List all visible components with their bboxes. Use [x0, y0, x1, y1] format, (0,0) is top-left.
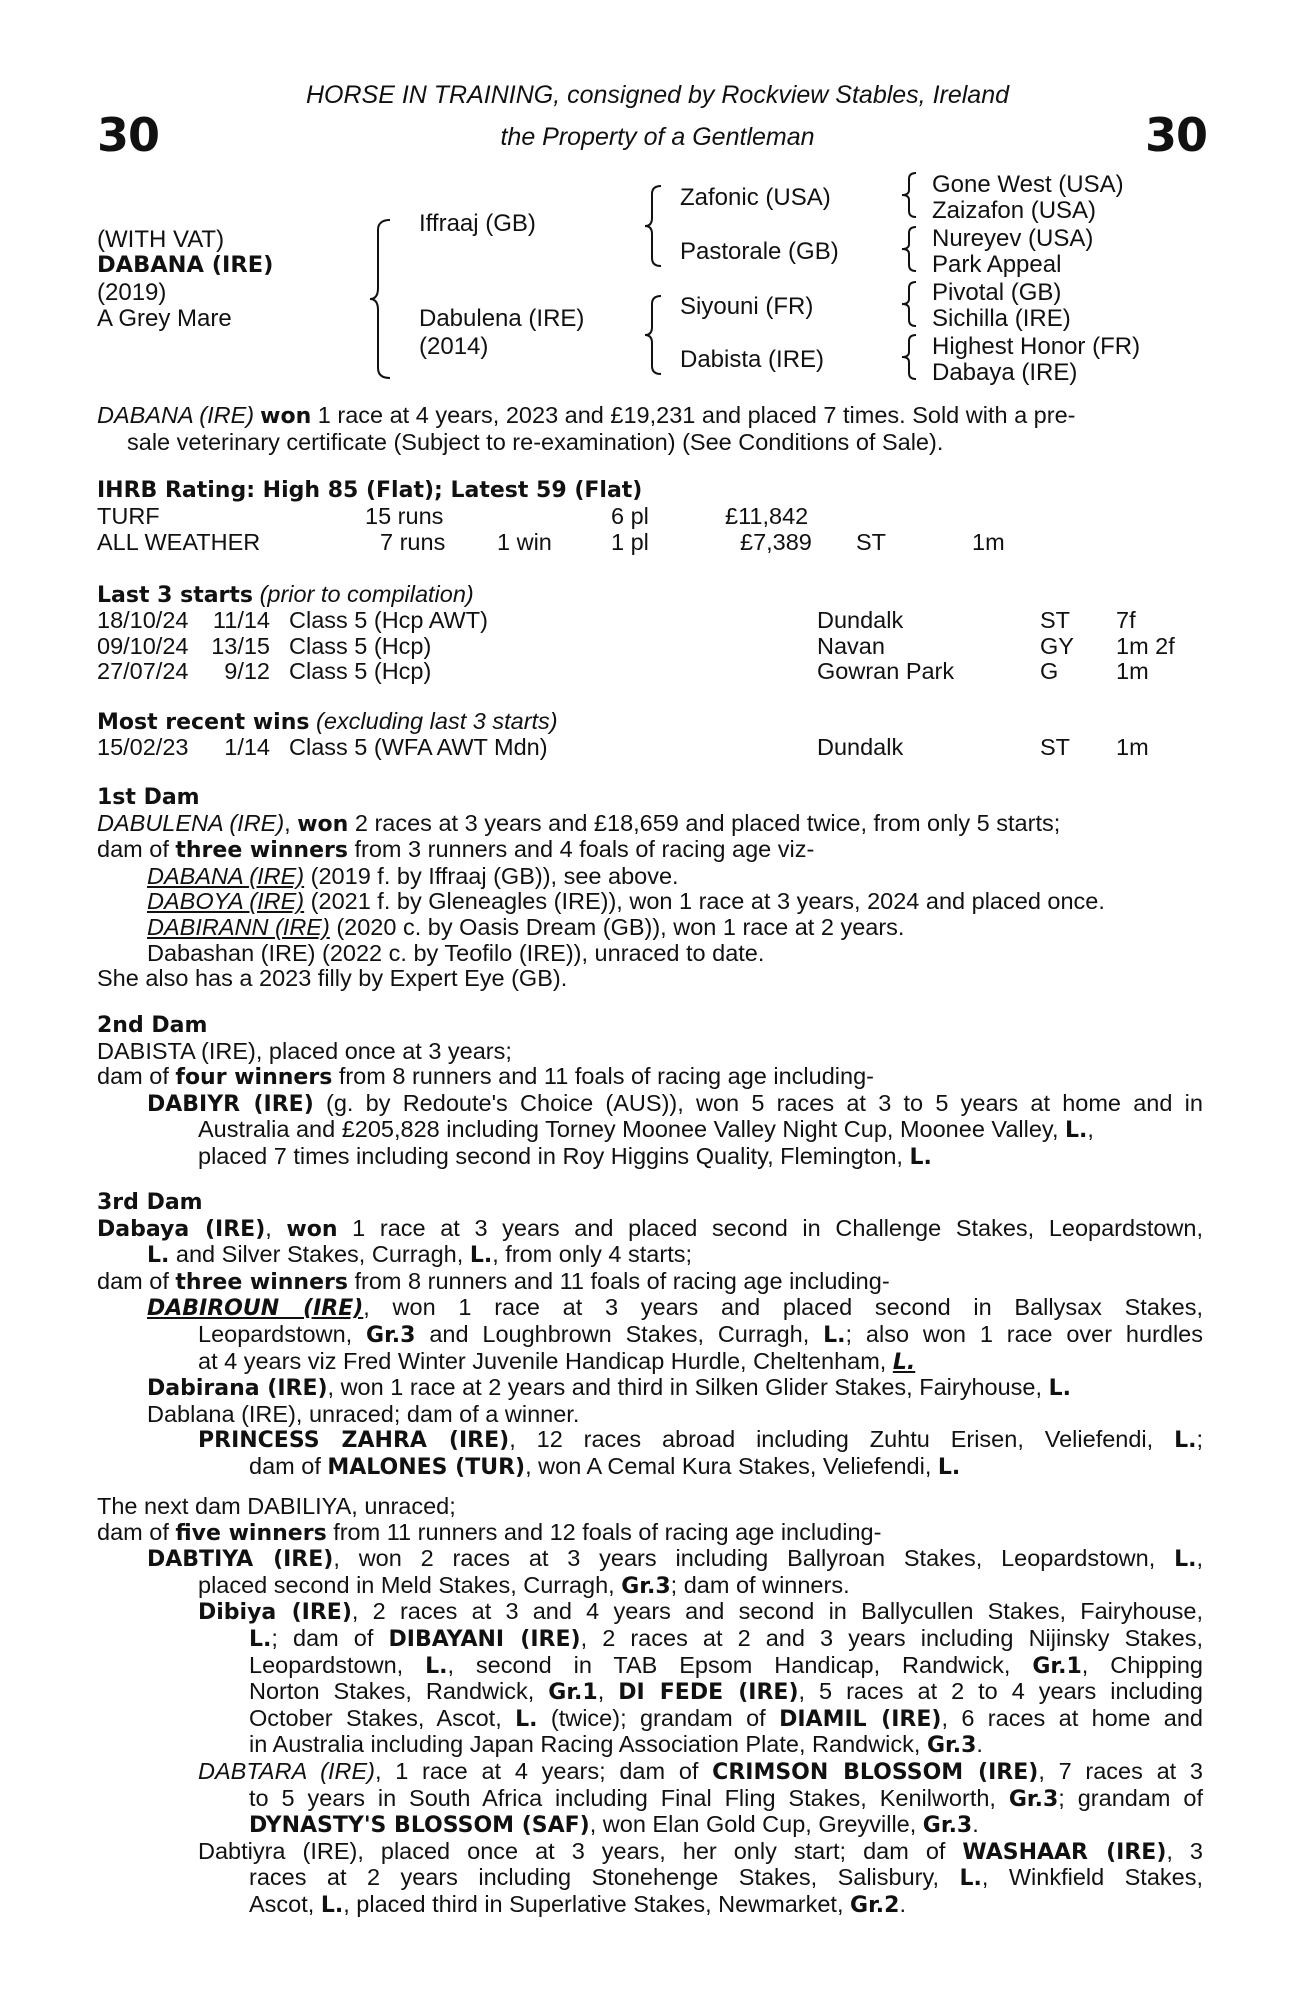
next-dam-produce-a: dam of: [97, 1518, 176, 1545]
second-dam-produce-c: from 8 runners and 11 foals of racing age including-: [332, 1063, 874, 1090]
header-consignor: HORSE IN TRAINING, consigned by Rockview Stables, Ireland: [305, 81, 1010, 109]
rating-title: IHRB Rating: High 85 (Flat); Latest 59 (Flat): [97, 478, 643, 503]
pedigree-brace-main: [368, 218, 392, 380]
punct: .: [899, 1890, 906, 1917]
rating-prize: £11,842: [725, 503, 809, 529]
produce-name: DABIYR (IRE): [147, 1091, 314, 1117]
listed-mark: L.: [909, 1144, 932, 1170]
produce-detail: (2020 c. by Oasis Dream (GB)), won 1 race at 2 years.: [329, 913, 905, 940]
first-dam-name: DABULENA (IRE): [97, 809, 285, 836]
race-date: 18/10/24: [97, 607, 189, 633]
produce-detail: Leopardstown,: [249, 1651, 426, 1678]
listed-mark: L.: [892, 1349, 916, 1375]
produce-detail: , won Elan Gold Cup, Greyville,: [589, 1811, 923, 1838]
race-dist: 7f: [1116, 607, 1136, 633]
produce-detail: Norton Stakes, Randwick,: [249, 1678, 549, 1705]
rating-prize: £7,389: [740, 529, 812, 555]
horse-vat: (WITH VAT): [97, 226, 225, 253]
group-mark: Gr.3: [922, 1813, 973, 1839]
group-mark: Gr.3: [366, 1322, 416, 1348]
produce-name: CRIMSON BLOSSOM (IRE): [712, 1759, 1039, 1785]
horse-name: DABANA (IRE): [97, 252, 274, 278]
race-going: ST: [1040, 607, 1071, 633]
rating-wins: 1 win: [497, 529, 552, 555]
group-mark: Gr.1: [1032, 1653, 1082, 1679]
rating-heading: [97, 478, 1203, 504]
listed-mark: L.: [320, 1892, 344, 1918]
race-course: Navan: [817, 632, 885, 659]
summary-text: 1 race at 4 years, 2023 and £19,231 and placed 7 times. Sold with a pre-: [311, 402, 1076, 428]
produce-detail: in Australia including Japan Racing Association Plate, Randwick,: [249, 1731, 927, 1758]
produce-detail: dam of: [249, 1452, 328, 1479]
produce-detail: (g. by Redoute's Choice (AUS)), won 5 races at 3 to 5 years at home and in: [313, 1089, 1203, 1116]
recent-wins-title: Most recent wins: [97, 710, 310, 735]
race-race: Class 5 (Hcp AWT): [289, 607, 488, 633]
ggp-2: Zaizafon (USA): [932, 197, 1097, 224]
produce-detail: , won A Cemal Kura Stakes, Veliefendi,: [525, 1452, 938, 1479]
produce-name: DABTIYA (IRE): [147, 1547, 334, 1573]
produce-detail: , 6 races at home and: [941, 1704, 1203, 1731]
race-pos: 9/12: [224, 658, 270, 685]
summary-horse-name: DABANA (IRE): [97, 402, 255, 428]
second-dam-heading: 2nd Dam: [97, 1013, 208, 1038]
horse-description: A Grey Mare: [97, 305, 232, 332]
first-dam-note: She also has a 2023 filly by Expert Eye (GB).: [97, 965, 568, 992]
race-going: GY: [1040, 632, 1074, 659]
produce-name: Dibiya (IRE): [198, 1600, 352, 1626]
listed-mark: L.: [1048, 1376, 1071, 1402]
header-property: the Property of a Gentleman: [500, 123, 815, 151]
recent-wins-note: (excluding last 3 starts): [316, 708, 558, 734]
ggp-4: Park Appeal: [932, 251, 1062, 278]
race-race: Class 5 (WFA AWT Mdn): [289, 734, 548, 760]
listed-mark: L.: [1174, 1428, 1197, 1454]
first-dam-won: won: [297, 811, 349, 837]
punct: ,: [1087, 1116, 1094, 1143]
produce-detail: (2021 f. by Gleneagles (IRE)), won 1 race at 3 years, 2024 and placed once.: [304, 888, 1105, 915]
produce-name: DABTARA (IRE): [198, 1757, 375, 1784]
produce-name: DI FEDE (IRE): [618, 1680, 799, 1706]
race-course: Dundalk: [817, 607, 904, 633]
sire-sire: Zafonic (USA): [680, 184, 831, 211]
punct: .: [976, 1731, 983, 1758]
produce-detail: , second in TAB Epsom Handicap, Randwick,: [447, 1651, 1033, 1678]
race-dist: 1m: [1116, 734, 1149, 760]
produce-detail: (2019 f. by Iffraaj (GB)), see above.: [304, 862, 679, 889]
listed-mark: L.: [1065, 1118, 1088, 1144]
produce-detail: , 3: [1166, 1837, 1203, 1864]
race-course: Gowran Park: [817, 658, 955, 685]
third-dam-record: , from only 4 starts;: [492, 1241, 693, 1268]
race-pos: 1/14: [224, 734, 270, 760]
produce-detail: (twice); grandam of: [537, 1704, 780, 1731]
produce-detail: Australia and £205,828 including Torney Moonee Valley Night Cup, Moonee Valley,: [198, 1116, 1065, 1143]
produce-detail: ; grandam of: [1058, 1784, 1203, 1811]
ggp-8: Dabaya (IRE): [932, 359, 1078, 386]
last-starts-heading: [97, 581, 474, 608]
ggp-5: Pivotal (GB): [932, 279, 1062, 306]
second-dam-section: [97, 1013, 1203, 1171]
produce-unraced: Dabashan (IRE) (2022 c. by Teofilo (IRE)), unraced to date.: [147, 939, 765, 966]
first-dam-heading: 1st Dam: [97, 785, 200, 810]
sire-dam: Pastorale (GB): [680, 238, 839, 265]
produce-detail: and Loughbrown Stakes, Curragh,: [415, 1320, 824, 1347]
punct: ;: [1196, 1426, 1203, 1453]
ggp-6: Sichilla (IRE): [932, 305, 1071, 332]
produce-detail: , placed third in Superlative Stakes, Newmarket,: [343, 1890, 851, 1917]
pedigree-brace-g4: [900, 333, 918, 381]
race-dist: 1m 2f: [1116, 632, 1175, 659]
race-date: 15/02/23: [97, 734, 189, 760]
listed-mark: L.: [147, 1243, 170, 1269]
produce-detail: ; dam of: [271, 1624, 389, 1651]
third-dam-produce-c: from 8 runners and 11 foals of racing age including-: [347, 1267, 890, 1294]
produce-detail: Dablana (IRE), unraced; dam of a winner.: [147, 1400, 580, 1427]
produce-detail: , 5 races at 2 to 4 years including: [798, 1678, 1203, 1705]
next-dam-produce-c: from 11 runners and 12 foals of racing age including-: [326, 1518, 882, 1545]
race-date: 27/07/24: [97, 658, 189, 685]
third-dam-section: 3rd Dam Dabaya (IRE), won 1 race at 3 years and placed second in Challenge Stakes, Leopardstown, L. and Silver Stakes, Curragh, L., from only 4 starts; dam of three winners from 8 runners and 11 foals of racing age including- DABIROUN (IRE), won 1 race at 3 years and placed second in Ballysax Stakes, Leopardstown, Gr.3 and Loughbrown Stakes, Curragh, L.; also won 1 race over hurdles at 4 years viz Fred Winter Juvenile Handicap Hurdle, Cheltenham, L. Dabirana (IRE), won 1 race at 2 years and third in Silken Glider Stakes, Fairyhouse, L. Dablana (IRE), unraced; dam of a winner. PRINCESS ZAHRA (IRE), 12 races abroad including Zuhtu Erisen, Veliefendi, L.; dam of MALONES (TUR), won A Cemal Kura Stakes, Veliefendi, L.: [97, 1190, 1204, 1480]
summary-line2: sale veterinary certificate (Subject to re-examination) (See Conditions of Sale).: [127, 428, 944, 455]
produce-detail: , 2 races at 2 and 3 years including Nijinsky Stakes,: [580, 1624, 1203, 1651]
produce-detail: races at 2 years including Stonehenge Stakes, Salisbury,: [249, 1864, 960, 1891]
group-mark: Gr.1: [548, 1680, 598, 1706]
produce-detail: to 5 years in South Africa including Final Fling Stakes, Kenilworth,: [249, 1784, 1009, 1811]
listed-mark: L.: [469, 1243, 493, 1269]
produce-detail: ; also won 1 race over hurdles: [845, 1320, 1203, 1347]
third-dam-heading: 3rd Dam: [97, 1190, 203, 1215]
race-going: ST: [1040, 734, 1071, 760]
third-dam-record: and Silver Stakes, Curragh,: [169, 1241, 470, 1268]
first-dam-section: 1st Dam DABULENA (IRE), won 2 races at 3 years and £18,659 and placed twice, from only 5 starts; dam of three winners from 3 runners and 4 foals of racing age viz- DABANA (IRE) (2019 f. by Iffraaj (GB)), see above. DABOYA (IRE) (2021 f. by Gleneagles (IRE)), won 1 race at 3 years, 2024 and placed once. DABIRANN (IRE) (2020 c. by Oasis Dream (GB)), won 1 race at 2 years. Dabashan (IRE) (2022 c. by Teofilo (IRE)), unraced to date. She also has a 2023 filly by Expert Eye (GB).: [97, 785, 1203, 992]
pedigree-brace-g3: [900, 280, 918, 328]
recent-wins-heading: [97, 708, 558, 735]
race-course: Dundalk: [817, 734, 904, 760]
lot-number-left: 30: [97, 108, 160, 162]
punct: ,: [597, 1678, 619, 1705]
produce-detail: , 1 race at 4 years; dam of: [374, 1757, 713, 1784]
punct: ,: [1196, 1545, 1203, 1572]
ggp-1: Gone West (USA): [932, 171, 1124, 198]
rating-runs: 15 runs: [365, 503, 444, 529]
produce-name: DABIROUN (IRE): [147, 1296, 364, 1322]
rating-surface: TURF: [97, 503, 160, 529]
race-pos: 13/15: [211, 632, 270, 659]
rating-placed: 6 pl: [611, 503, 649, 529]
second-dam-record: DABISTA (IRE), placed once at 3 years;: [97, 1037, 512, 1064]
last-starts-note: (prior to compilation): [259, 581, 474, 607]
last-starts-title: Last 3 starts: [97, 583, 254, 608]
dam: Dabulena (IRE): [419, 305, 585, 332]
dam-year: (2014): [419, 333, 489, 360]
listed-mark: L.: [823, 1322, 846, 1348]
listed-mark: L.: [1174, 1547, 1197, 1573]
produce-name: DABIRANN (IRE): [147, 913, 330, 940]
produce-detail: , 7 races at 3: [1038, 1757, 1204, 1784]
first-dam-produce-a: dam of: [97, 836, 176, 863]
punct: .: [972, 1811, 979, 1838]
produce-detail: , Chipping: [1081, 1651, 1203, 1678]
group-mark: Gr.3: [621, 1573, 671, 1599]
group-mark: Gr.2: [850, 1892, 900, 1918]
produce-detail: placed 7 times including second in Roy Higgins Quality, Flemington,: [198, 1142, 910, 1169]
produce-name: DIAMIL (IRE): [779, 1706, 942, 1732]
produce-name: Dabirana (IRE): [147, 1376, 328, 1402]
produce-detail: , Winkfield Stakes,: [981, 1864, 1203, 1891]
dam-sire: Siyouni (FR): [680, 293, 814, 320]
group-mark: Gr.3: [1008, 1786, 1059, 1812]
next-dam-section: [97, 1494, 1203, 1919]
second-dam-produce-a: dam of: [97, 1063, 176, 1090]
third-dam-won: won: [286, 1216, 338, 1242]
produce-name: WASHAAR (IRE): [962, 1839, 1167, 1865]
produce-name: DYNASTY'S BLOSSOM (SAF): [249, 1813, 590, 1839]
first-dam-winners: three winners: [175, 838, 348, 864]
race-dist: 1m: [1116, 658, 1149, 685]
lot-number-right: 30: [1145, 108, 1208, 162]
produce-detail: , won 1 race at 2 years and third in Silken Glider Stakes, Fairyhouse,: [327, 1374, 1049, 1401]
listed-mark: L.: [249, 1626, 272, 1652]
race-going: G: [1040, 658, 1059, 685]
listed-mark: L.: [515, 1706, 538, 1732]
next-dam-winners: five winners: [175, 1520, 327, 1546]
race-summary: [97, 403, 1203, 455]
produce-name: DIBAYANI (IRE): [388, 1626, 581, 1652]
third-dam-record: 1 race at 3 years and placed second in Challenge Stakes, Leopardstown,: [337, 1214, 1203, 1241]
produce-detail: ; dam of winners.: [670, 1571, 850, 1598]
rating-going: ST: [856, 529, 887, 555]
rating-runs: 7 runs: [380, 529, 446, 555]
first-dam-record: 2 races at 3 years and £18,659 and placed twice, from only 5 starts;: [348, 809, 1061, 836]
produce-name: MALONES (TUR): [327, 1454, 526, 1480]
produce-detail: , won 1 race at 3 years and placed second in Ballysax Stakes,: [363, 1294, 1204, 1321]
produce-detail: , won 2 races at 3 years including Ballyroan Stakes, Leopardstown,: [333, 1545, 1175, 1572]
pedigree-brace-dam: [643, 294, 663, 376]
rating-surface: ALL WEATHER: [97, 529, 261, 555]
race-race: Class 5 (Hcp): [289, 632, 432, 659]
race-pos: 11/14: [212, 607, 270, 633]
produce-detail: at 4 years viz Fred Winter Juvenile Handicap Hurdle, Cheltenham,: [198, 1347, 893, 1374]
third-dam-produce-a: dam of: [97, 1267, 176, 1294]
ggp-7: Highest Honor (FR): [932, 333, 1141, 360]
dam-dam: Dabista (IRE): [680, 346, 825, 373]
produce-detail: Ascot,: [249, 1890, 321, 1917]
second-dam-winners: four winners: [175, 1065, 333, 1091]
produce-detail: October Stakes, Ascot,: [249, 1704, 516, 1731]
rating-distance: 1m: [972, 529, 1005, 555]
listed-mark: L.: [937, 1454, 961, 1480]
third-dam-name: Dabaya (IRE): [97, 1216, 266, 1242]
first-dam-produce-c: from 3 runners and 4 foals of racing age viz-: [347, 836, 815, 863]
produce-detail: , 12 races abroad including Zuhtu Erisen, Veliefendi,: [509, 1426, 1175, 1453]
race-date: 09/10/24: [97, 632, 189, 659]
horse-year: (2019): [97, 279, 167, 306]
produce-detail: placed second in Meld Stakes, Curragh,: [198, 1571, 622, 1598]
pedigree-brace-g2: [900, 225, 918, 273]
listed-mark: L.: [425, 1653, 448, 1679]
ggp-3: Nureyev (USA): [932, 225, 1094, 252]
summary-won: won: [260, 404, 312, 429]
race-race: Class 5 (Hcp): [289, 658, 432, 685]
third-dam-winners: three winners: [175, 1269, 348, 1295]
pedigree-brace-g1: [900, 171, 918, 219]
produce-detail: Dabtiyra (IRE), placed once at 3 years, her only start; dam of: [198, 1837, 963, 1864]
pedigree-brace-sire: [643, 184, 663, 268]
group-mark: Gr.3: [926, 1733, 977, 1759]
next-dam-record: The next dam DABILIYA, unraced;: [97, 1493, 456, 1519]
produce-detail: , 2 races at 3 and 4 years and second in Ballycullen Stakes, Fairyhouse,: [351, 1598, 1204, 1625]
rating-placed: 1 pl: [611, 529, 649, 555]
produce-name: DABANA (IRE): [147, 862, 305, 889]
sire: Iffraaj (GB): [419, 210, 536, 237]
listed-mark: L.: [959, 1866, 982, 1892]
produce-name: DABOYA (IRE): [147, 888, 305, 915]
produce-name: PRINCESS ZAHRA (IRE): [198, 1428, 510, 1454]
produce-detail: Leopardstown,: [198, 1320, 367, 1347]
